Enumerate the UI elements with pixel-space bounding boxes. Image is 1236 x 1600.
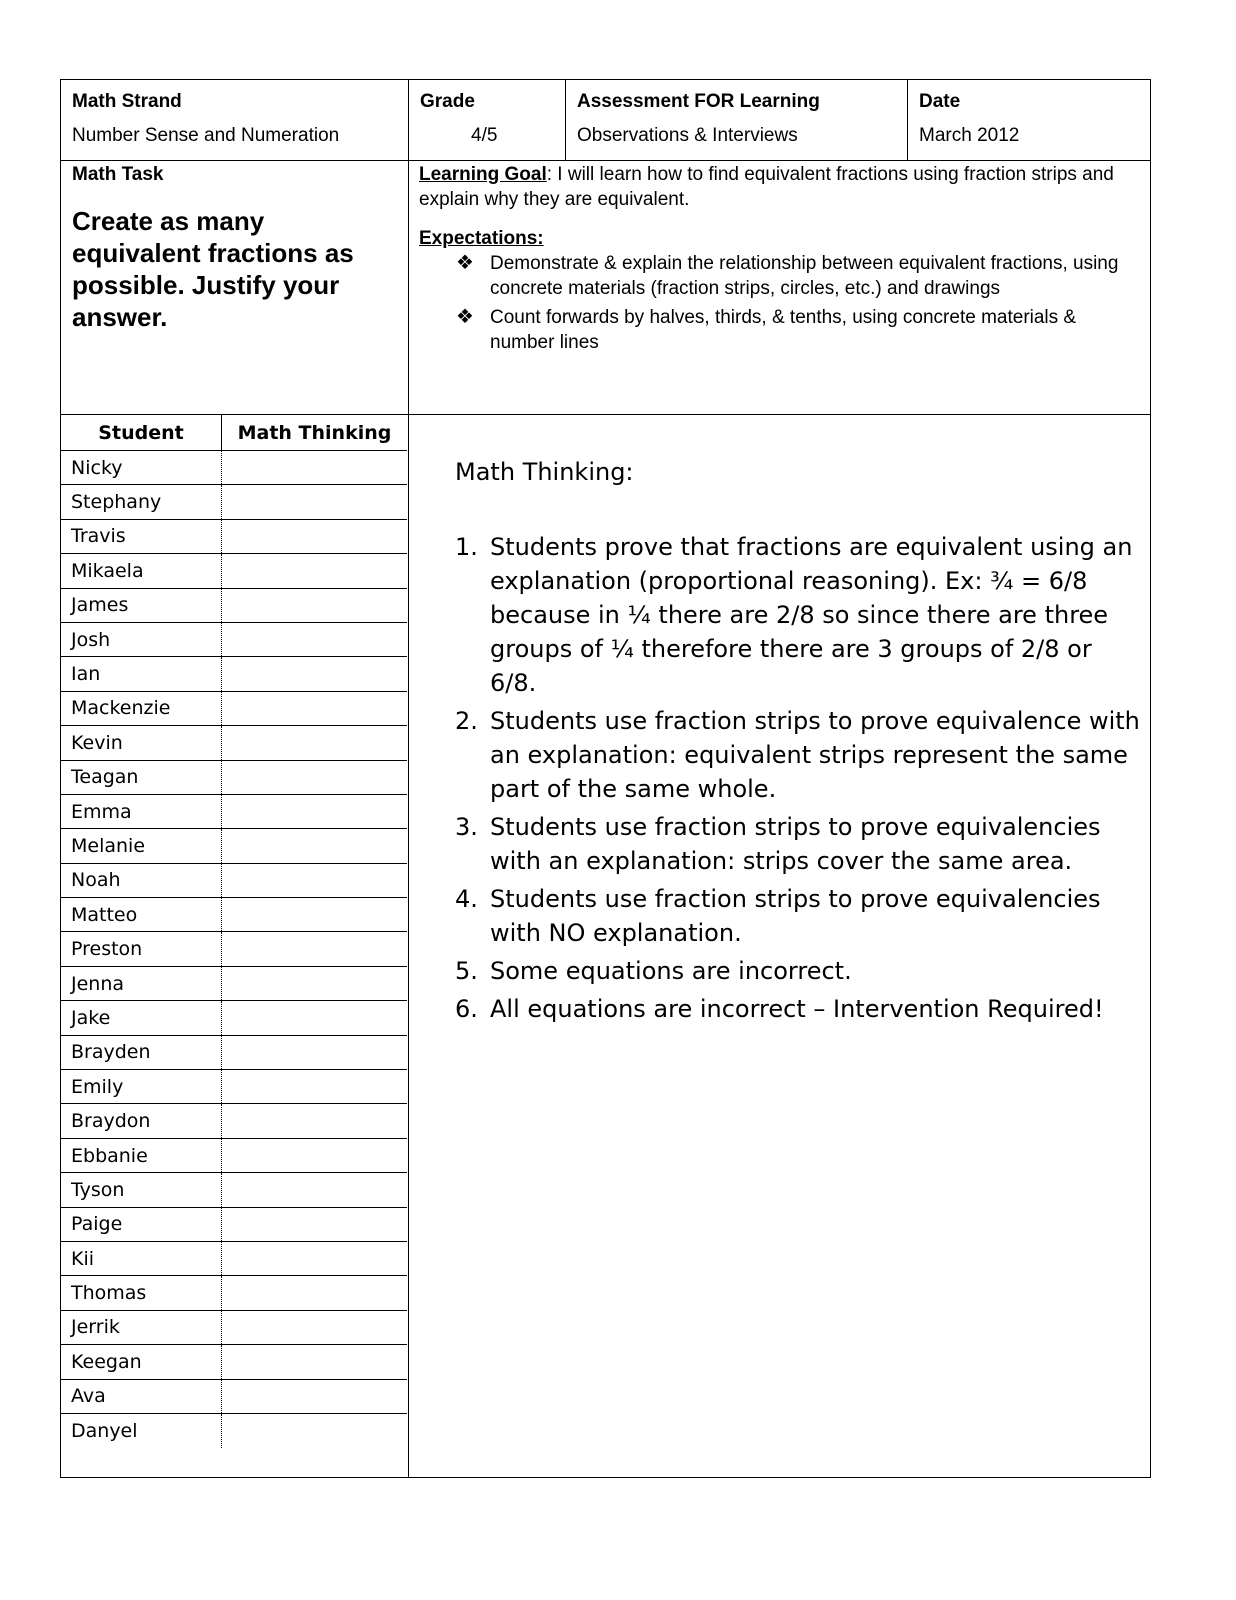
table-row (61, 1070, 407, 1104)
student-name: Thomas (61, 1276, 222, 1310)
student-name: Emily (61, 1070, 222, 1104)
item-text: All equations are incorrect – Intervention Required! (490, 995, 1104, 1023)
item-number: 4. (455, 885, 478, 913)
math-task-label: Math Task (72, 164, 164, 185)
math-thinking-entry[interactable] (222, 966, 408, 1000)
math-strand-value: Number Sense and Numeration (72, 125, 340, 146)
math-thinking-entry[interactable] (222, 485, 408, 519)
math-thinking-entry[interactable] (222, 1104, 408, 1138)
item-text: Students prove that fractions are equivalent using an explanation (proportional reasoning). Ex: ¾ = 6/8 because in ¼ there are 2/8 so since there are three groups of ¼ therefore there are 3 groups of 2/8 or 6/8. (490, 533, 1133, 697)
item-number: 6. (455, 995, 478, 1023)
math-thinking-title: Math Thinking: (455, 458, 634, 486)
student-name: Kii (61, 1241, 222, 1275)
table-row (61, 554, 407, 588)
table-row (61, 1379, 407, 1413)
table-row (61, 1104, 407, 1138)
table-row (61, 1035, 407, 1069)
table-row (61, 1138, 407, 1172)
assessment-sheet (60, 79, 1151, 1478)
table-row (61, 898, 407, 932)
expectations-label: Expectations: (419, 228, 544, 249)
table-row (61, 1345, 407, 1379)
expectations-list (419, 251, 1138, 355)
item-number: 3. (455, 813, 478, 841)
table-row (61, 622, 407, 656)
table-row (61, 1173, 407, 1207)
grade-label: Grade (420, 91, 475, 112)
math-thinking-entry[interactable] (222, 863, 408, 897)
student-name: Kevin (61, 726, 222, 760)
student-name: Jenna (61, 966, 222, 1000)
date-cell (908, 80, 1150, 160)
math-thinking-item (455, 810, 1140, 878)
table-row (61, 691, 407, 725)
table-row (61, 1276, 407, 1310)
table-row (61, 829, 407, 863)
item-number: 5. (455, 957, 478, 985)
student-name: Teagan (61, 760, 222, 794)
student-name: Tyson (61, 1173, 222, 1207)
item-text: Students use fraction strips to prove equivalencies with an explanation: strips cover the same area. (490, 813, 1101, 875)
student-name: Jerrik (61, 1310, 222, 1344)
student-column-header: Student (61, 415, 222, 451)
diamond-bullet-icon: ❖ (456, 252, 474, 274)
expectation-text: Count forwards by halves, thirds, & tenths, using concrete materials & number lines (490, 307, 1077, 353)
students-thinking-row (61, 414, 1150, 1477)
math-strand-cell (61, 80, 409, 160)
item-text: Students use fraction strips to prove equivalencies with NO explanation. (490, 885, 1101, 947)
student-name: Travis (61, 519, 222, 553)
student-name: Mikaela (61, 554, 222, 588)
table-row (61, 1413, 407, 1447)
student-name: Brayden (61, 1035, 222, 1069)
table-row (61, 726, 407, 760)
learning-goal-sep: : (546, 164, 553, 185)
grade-value: 4/5 (471, 125, 498, 146)
assessment-value: Observations & Interviews (577, 125, 798, 146)
table-row (61, 1001, 407, 1035)
table-row (61, 932, 407, 966)
table-row (61, 966, 407, 1000)
date-label: Date (919, 91, 961, 112)
math-thinking-entry[interactable] (222, 1173, 408, 1207)
math-thinking-entry[interactable] (222, 1070, 408, 1104)
student-table-body (61, 451, 407, 1448)
math-thinking-entry[interactable] (222, 794, 408, 828)
assessment-label: Assessment FOR Learning (577, 91, 820, 112)
math-thinking-entry[interactable] (222, 1345, 408, 1379)
math-thinking-column-header: Math Thinking (222, 415, 408, 451)
math-thinking-item (455, 882, 1140, 950)
math-thinking-entry[interactable] (222, 760, 408, 794)
student-name: Ava (61, 1379, 222, 1413)
student-name: Mackenzie (61, 691, 222, 725)
table-row (61, 760, 407, 794)
math-thinking-entry[interactable] (222, 1241, 408, 1275)
math-thinking-entry[interactable] (222, 898, 408, 932)
grade-cell (409, 80, 566, 160)
table-row (61, 657, 407, 691)
math-thinking-item (455, 954, 1140, 988)
math-thinking-entry[interactable] (222, 932, 408, 966)
student-name: Josh (61, 622, 222, 656)
math-thinking-entry[interactable] (222, 691, 408, 725)
student-name: Melanie (61, 829, 222, 863)
learning-goal-cell (409, 161, 1150, 415)
student-table (61, 415, 407, 1448)
learning-goal (419, 162, 1138, 212)
math-task-text: Create as many equivalent fractions as possible. Justify your answer. (72, 206, 354, 332)
math-thinking-entry[interactable] (222, 1001, 408, 1035)
math-thinking-entry[interactable] (222, 657, 408, 691)
student-name: Emma (61, 794, 222, 828)
student-name: Danyel (61, 1413, 222, 1447)
math-thinking-entry[interactable] (222, 554, 408, 588)
student-name: Braydon (61, 1104, 222, 1138)
expectations-heading (419, 226, 1138, 251)
student-name: Keegan (61, 1345, 222, 1379)
item-number: 1. (455, 533, 478, 561)
math-strand-label: Math Strand (72, 91, 182, 112)
item-text: Some equations are incorrect. (490, 957, 852, 985)
math-thinking-item (455, 992, 1140, 1026)
math-thinking-entry[interactable] (222, 1413, 408, 1447)
table-row (61, 863, 407, 897)
student-name: Paige (61, 1207, 222, 1241)
math-thinking-entry[interactable] (222, 1207, 408, 1241)
math-task-cell (61, 161, 409, 414)
student-table-cell (61, 415, 409, 1477)
math-thinking-entry[interactable] (222, 1276, 408, 1310)
item-text: Students use fraction strips to prove equivalence with an explanation: equivalent strips represent the same part of the same whole. (490, 707, 1140, 803)
math-thinking-item (455, 530, 1140, 700)
expectation-text: Demonstrate & explain the relationship between equivalent fractions, using concrete materials (fraction strips, circles, etc.) and drawings (490, 253, 1119, 299)
student-name: Ebbanie (61, 1138, 222, 1172)
math-thinking-entry[interactable] (222, 726, 408, 760)
student-name: Stephany (61, 485, 222, 519)
table-row (61, 1310, 407, 1344)
table-row (61, 1241, 407, 1275)
table-row (61, 588, 407, 622)
math-thinking-entry[interactable] (222, 622, 408, 656)
math-thinking-panel (409, 415, 1150, 1477)
student-name: Preston (61, 932, 222, 966)
learning-goal-label: Learning Goal (419, 164, 547, 185)
student-name: Jake (61, 1001, 222, 1035)
student-name: Nicky (61, 451, 222, 485)
table-row (61, 451, 407, 485)
student-name: Matteo (61, 898, 222, 932)
table-row (61, 794, 407, 828)
math-thinking-entry[interactable] (222, 1138, 408, 1172)
date-value: March 2012 (919, 125, 1020, 146)
task-goal-row (61, 160, 1150, 414)
student-name: Noah (61, 863, 222, 897)
math-thinking-list (455, 530, 1140, 1026)
math-thinking-entry[interactable] (222, 519, 408, 553)
table-row (61, 485, 407, 519)
diamond-bullet-icon: ❖ (456, 306, 474, 328)
math-thinking-entry[interactable] (222, 1379, 408, 1413)
student-name: James (61, 588, 222, 622)
expectation-item (419, 305, 1138, 355)
table-row (61, 519, 407, 553)
expectation-item (419, 251, 1138, 301)
student-name: Ian (61, 657, 222, 691)
learning-goal-text: I will learn how to find equivalent fractions using fraction strips and explain why they are equivalent. (419, 164, 1114, 210)
item-number: 2. (455, 707, 478, 735)
assessment-cell (566, 80, 908, 160)
math-thinking-entry[interactable] (222, 588, 408, 622)
math-thinking-entry[interactable] (222, 1310, 408, 1344)
table-row (61, 1207, 407, 1241)
math-thinking-item (455, 704, 1140, 806)
math-thinking-entry[interactable] (222, 829, 408, 863)
math-thinking-entry[interactable] (222, 451, 408, 485)
math-thinking-entry[interactable] (222, 1035, 408, 1069)
